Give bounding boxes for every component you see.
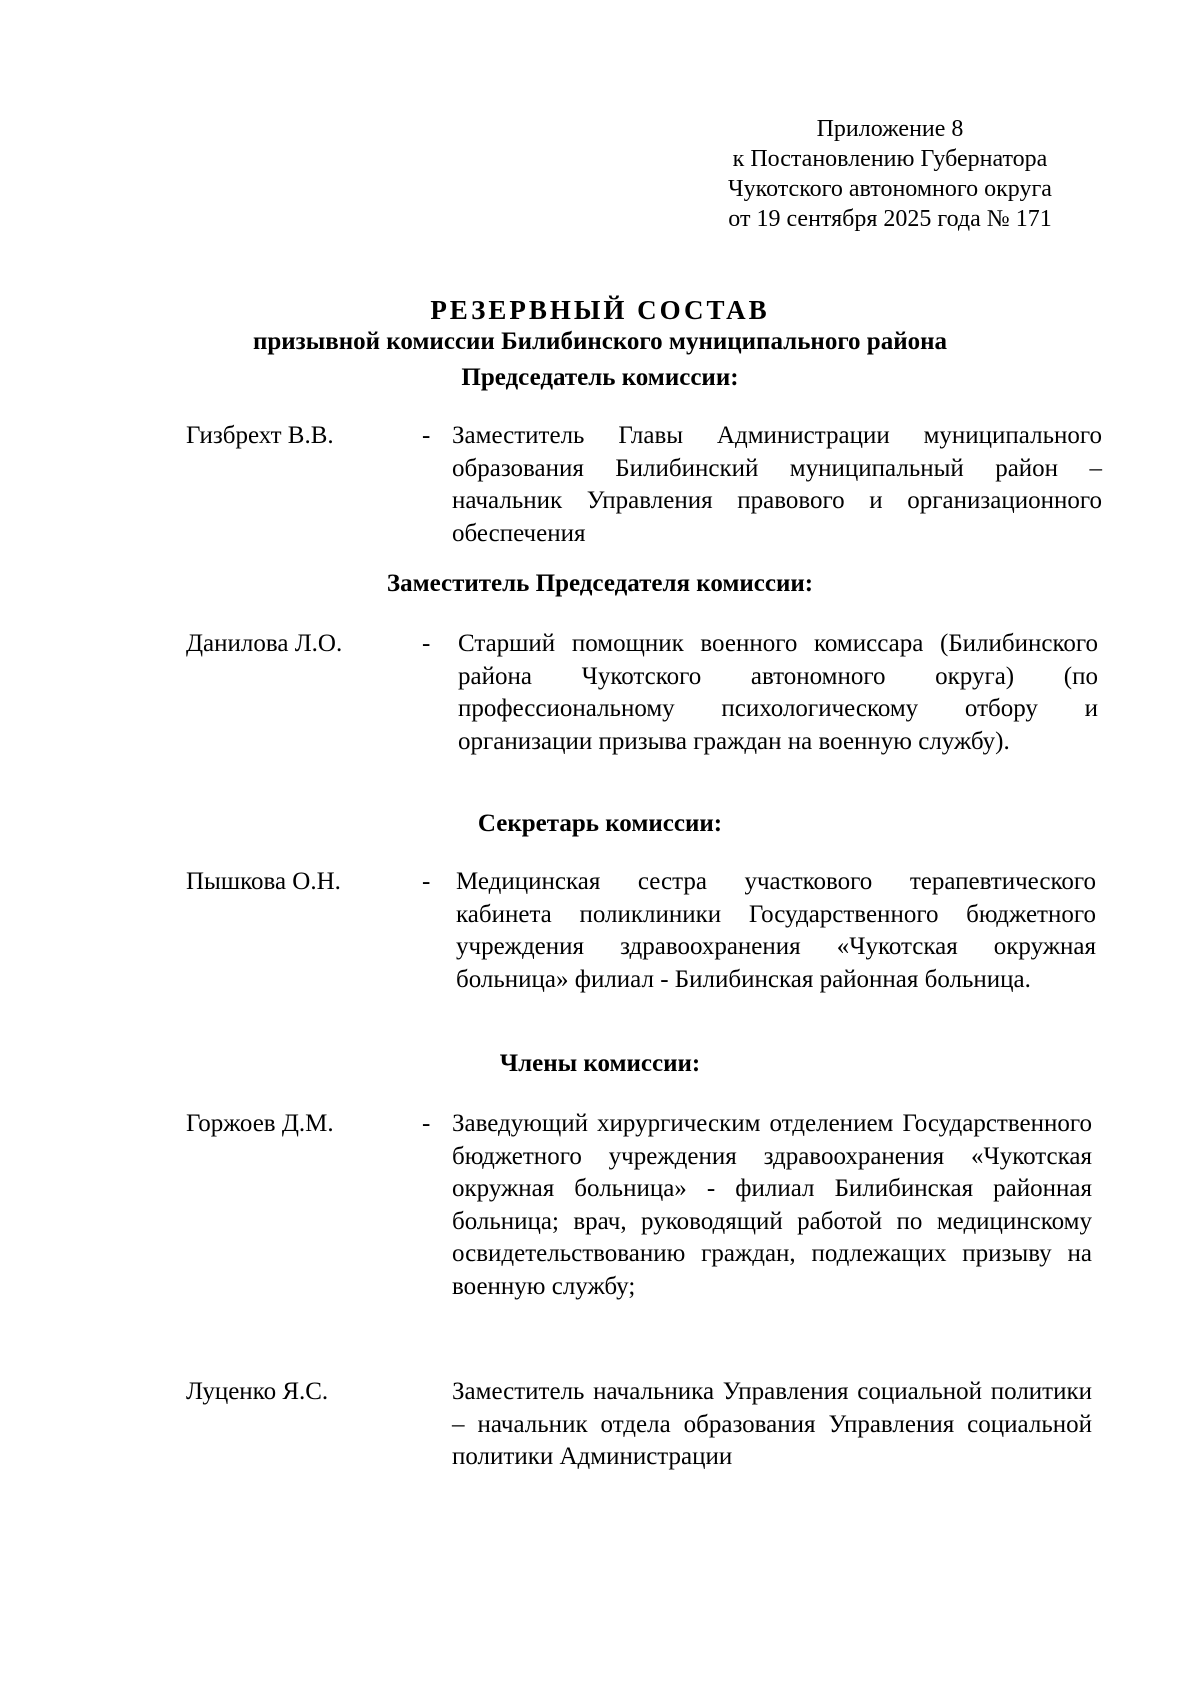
chairman-position: Заместитель Главы Администрации муниципального образования Билибинский муниципальный район – начальник Управления правового и организационного обеспечения xyxy=(452,422,1102,547)
deputy-heading: Заместитель Председателя комиссии: xyxy=(386,570,814,597)
deputy-position: Старший помощник военного комиссара (Билибинского района Чукотского автономного округа) (по профессиональному психологическому отбору и организации призыва граждан на военную службу). xyxy=(458,630,1098,755)
member-dash: - xyxy=(422,1110,431,1137)
document-title: РЕЗЕРВНЫЙ СОСТАВ xyxy=(430,295,770,325)
chairman-dash: - xyxy=(422,422,431,449)
member-name: Луценко Я.С. xyxy=(186,1378,329,1405)
appendix-reference: к Постановлению Губернатора xyxy=(732,146,1048,172)
deputy-dash: - xyxy=(422,630,431,657)
document-subtitle: призывной комиссии Билибинского муниципального района xyxy=(252,328,948,355)
appendix-block xyxy=(700,114,1080,234)
secretary-entry xyxy=(186,866,1116,996)
member-position: Заведующий хирургическим отделением Государственного бюджетного учреждения здравоохранения «Чукотская окружная больница» - филиал Билибинская районная больница; врач, руководящий работой по медицинскому освидетельствованию граждан, подлежащих призыву на военную службу; xyxy=(452,1110,1092,1300)
secretary-position: Медицинская сестра участкового терапевтического кабинета поликлиники Государственного бюджетного учреждения здравоохранения «Чукотская окружная больница» филиал - Билибинская районная больница. xyxy=(456,868,1096,993)
secretary-dash: - xyxy=(422,868,431,895)
chairman-entry xyxy=(186,420,1116,550)
secretary-heading: Секретарь комиссии: xyxy=(477,810,723,837)
deputy-name: Данилова Л.О. xyxy=(186,630,343,657)
member-entry xyxy=(186,1376,1116,1474)
secretary-name: Пышкова О.Н. xyxy=(186,868,341,895)
chairman-name: Гизбрехт В.В. xyxy=(186,422,334,449)
appendix-date: от 19 сентября 2025 года № 171 xyxy=(728,206,1052,232)
chairman-heading: Председатель комиссии: xyxy=(461,364,739,391)
member-name: Горжоев Д.М. xyxy=(186,1110,334,1137)
member-position: Заместитель начальника Управления социальной политики – начальник отдела образования Управления социальной политики Администрации xyxy=(452,1378,1092,1470)
deputy-entry xyxy=(186,628,1116,758)
member-entry xyxy=(186,1108,1116,1303)
members-heading: Члены комиссии: xyxy=(499,1050,701,1077)
appendix-number: Приложение 8 xyxy=(816,116,964,142)
appendix-region: Чукотского автономного округа xyxy=(728,176,1052,202)
